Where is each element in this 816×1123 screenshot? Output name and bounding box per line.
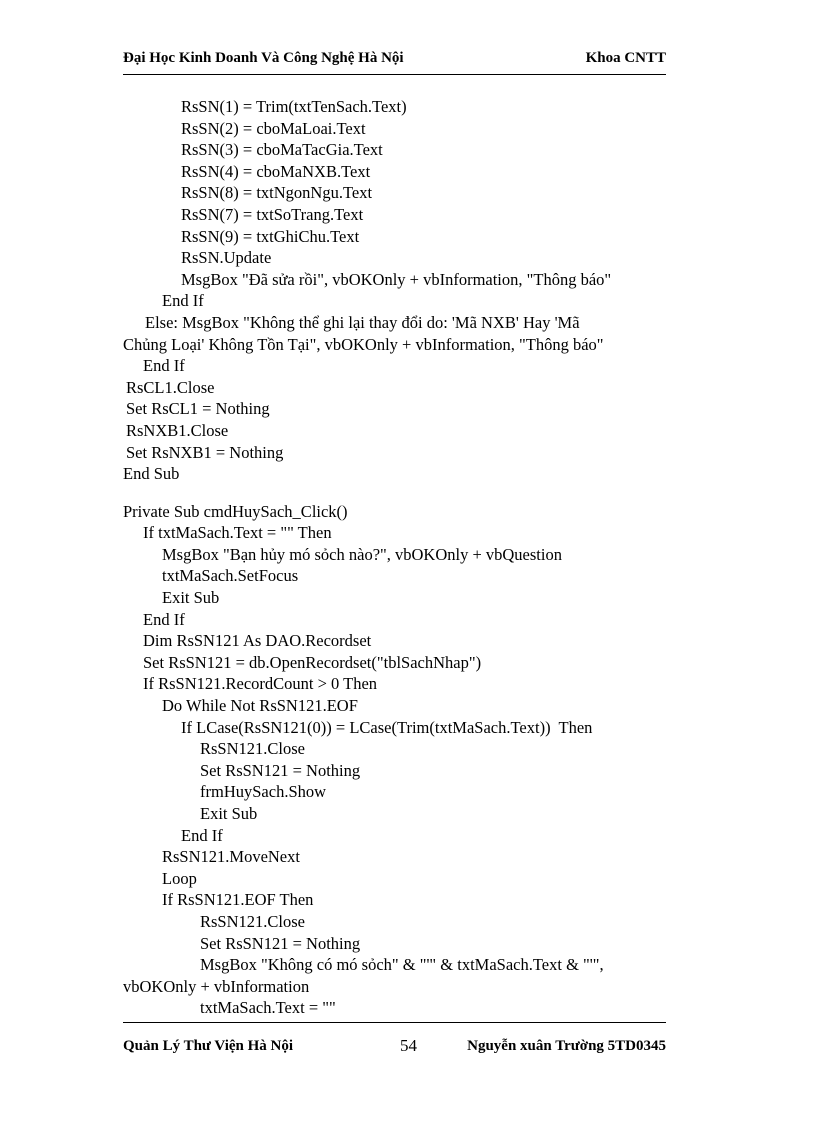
- code-line: If RsSN121.EOF Then: [162, 890, 314, 910]
- code-line: MsgBox "Không có mó sỏch" & "'" & txtMaSach.Text & "'",: [200, 955, 604, 975]
- code-line: End If: [162, 291, 204, 311]
- code-line: RsSN121.Close: [200, 911, 305, 931]
- code-line: Set RsSN121 = Nothing: [200, 760, 361, 780]
- code-line: frmHuySach.Show: [200, 782, 327, 802]
- code-line: MsgBox "Bạn hủy mó sỏch nào?", vbOKOnly + vbQuestion: [162, 544, 562, 564]
- code-line: Exit Sub: [200, 804, 258, 823]
- code-line: If RsSN121.RecordCount > 0 Then: [143, 674, 378, 694]
- code-line: Private Sub cmdHuySach_Click(): [123, 501, 348, 521]
- header-school-name: Đại Học Kinh Doanh Và Công Nghệ Hà Nội: [123, 50, 404, 66]
- code-line: Chủng Loại' Không Tồn Tại", vbOKOnly + vbInformation, "Thông báo": [123, 334, 604, 354]
- page-footer: [123, 1022, 666, 1063]
- code-line: txtMaSach.SetFocus: [162, 566, 299, 586]
- code-line: Do While Not RsSN121.EOF: [162, 696, 358, 716]
- code-line: RsSN(1) = Trim(txtTenSach.Text): [181, 97, 407, 116]
- code-line: RsSN(4) = cboMaNXB.Text: [181, 161, 371, 181]
- code-line: End Sub: [123, 464, 180, 484]
- code-line: [123, 485, 693, 501]
- code-line: RsSN121.MoveNext: [162, 847, 300, 867]
- code-line: Exit Sub: [162, 588, 220, 608]
- code-line: RsCL1.Close: [126, 377, 215, 397]
- code-line: txtMaSach.Text = "": [200, 998, 336, 1018]
- code-line: RsSN(9) = txtGhiChu.Text: [181, 226, 360, 246]
- code-line: Dim RsSN121 As DAO.Recordset: [143, 631, 372, 651]
- code-line: Set RsSN121 = db.OpenRecordset("tblSachNhap"): [143, 652, 482, 672]
- page-number: 54: [400, 1036, 417, 1055]
- code-line: Loop: [162, 868, 197, 888]
- code-line: End If: [143, 609, 185, 629]
- code-line: MsgBox "Đã sửa rồi", vbOKOnly + vbInformation, "Thông báo": [181, 269, 612, 289]
- page-header: [123, 48, 666, 75]
- code-line: RsSN(7) = txtSoTrang.Text: [181, 204, 364, 224]
- code-listing: [123, 96, 693, 1019]
- code-line: Set RsNXB1 = Nothing: [126, 442, 284, 462]
- code-line: vbOKOnly + vbInformation: [123, 976, 310, 996]
- code-line: Else: MsgBox "Không thể ghi lại thay đổi do: 'Mã NXB' Hay 'Mã: [145, 312, 580, 332]
- code-line: RsSN121.Close: [200, 739, 305, 759]
- code-line: End If: [181, 825, 223, 845]
- footer-project-title: Quản Lý Thư Viện Hà Nội: [123, 1038, 294, 1054]
- code-line: If txtMaSach.Text = "" Then: [143, 523, 332, 543]
- footer-author: Nguyễn xuân Trường 5TD0345: [467, 1038, 666, 1054]
- code-line: RsNXB1.Close: [126, 420, 229, 440]
- code-line: If LCase(RsSN121(0)) = LCase(Trim(txtMaSach.Text)) Then: [181, 717, 593, 737]
- header-department: Khoa CNTT: [585, 50, 666, 66]
- code-line: RsSN.Update: [181, 248, 272, 268]
- code-line: Set RsSN121 = Nothing: [200, 933, 361, 953]
- code-line: RsSN(8) = txtNgonNgu.Text: [181, 183, 373, 203]
- code-line: End If: [143, 356, 185, 376]
- code-line: RsSN(2) = cboMaLoai.Text: [181, 118, 366, 138]
- code-line: RsSN(3) = cboMaTacGia.Text: [181, 140, 383, 160]
- code-line: Set RsCL1 = Nothing: [126, 399, 270, 419]
